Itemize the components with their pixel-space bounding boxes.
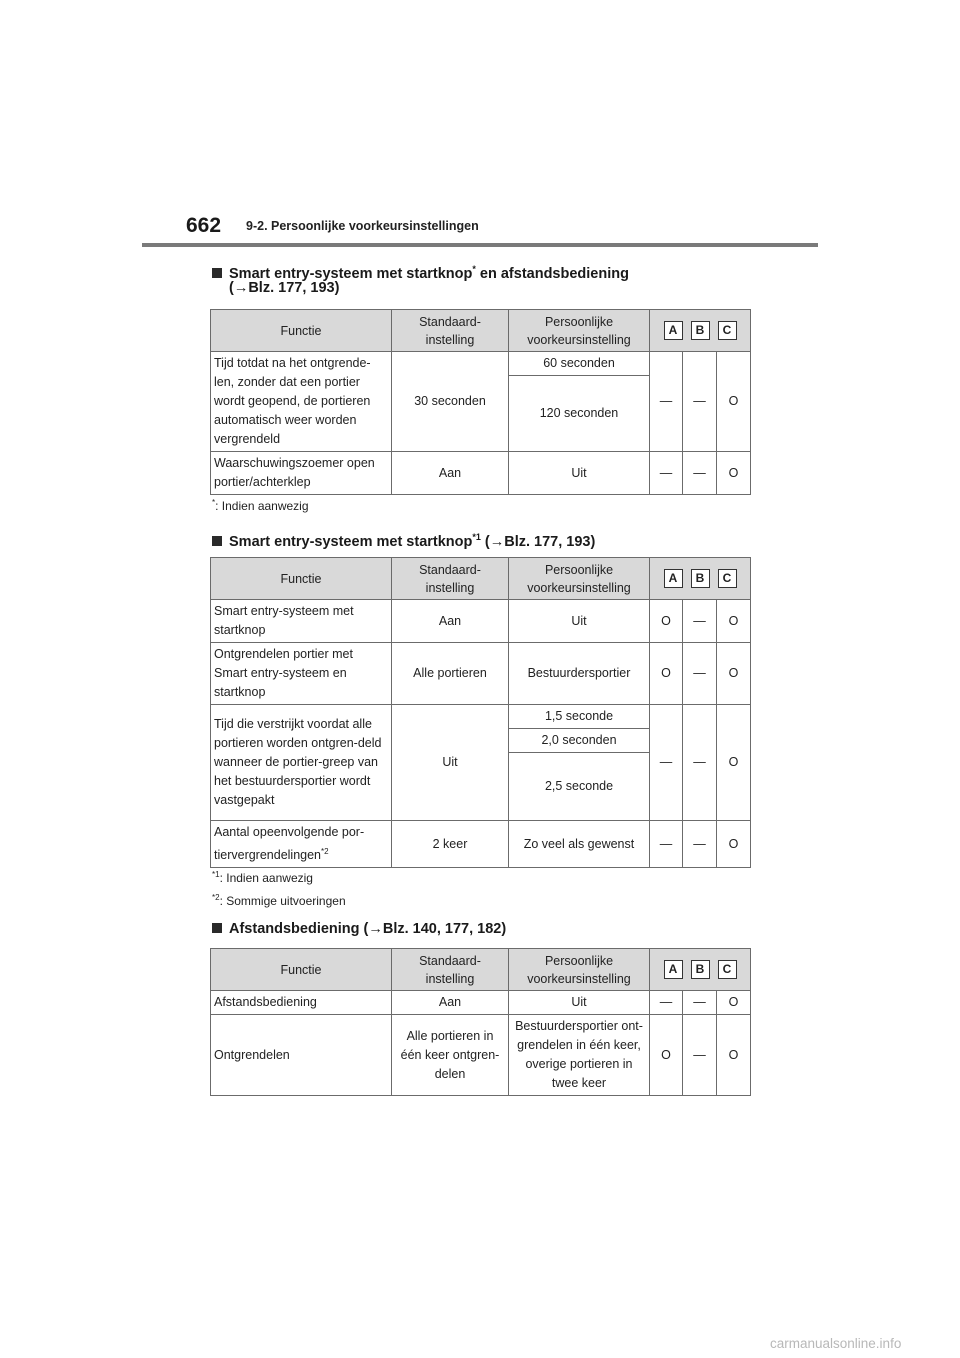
running-head: 9-2. Persoonlijke voorkeursinstellingen <box>246 219 479 233</box>
cell-b: — <box>683 452 717 495</box>
cell-b: — <box>683 352 717 452</box>
table-header-row <box>211 310 751 352</box>
cell-b: — <box>683 643 717 705</box>
cell-b: — <box>683 1015 717 1096</box>
cell-default: 30 seconden <box>392 352 509 452</box>
table-header-row <box>211 949 751 991</box>
cell-option: 120 seconden <box>509 376 650 452</box>
table-header-row <box>211 558 751 600</box>
section-ref-1: (→Blz. 177, 193) <box>229 280 340 296</box>
cell-c: O <box>717 705 751 821</box>
cell-b: — <box>683 600 717 643</box>
cell-function: Ontgrendelen portier met Smart entry-systeem en startknop <box>211 643 392 705</box>
cell-c: O <box>717 452 751 495</box>
section-heading-1: Smart entry-systeem met startknop* en afstandsbediening <box>212 258 629 285</box>
cell-default: Alle portieren in één keer ontgren-delen <box>392 1015 509 1096</box>
cell-b: — <box>683 821 717 868</box>
table-row <box>211 821 751 868</box>
cell-default: Alle portieren <box>392 643 509 705</box>
square-bullet-icon <box>212 536 222 546</box>
header-standaard: Standaard-instelling <box>392 949 509 991</box>
box-c-icon: C <box>718 321 737 340</box>
cell-default: Aan <box>392 452 509 495</box>
header-persoonlijk: Persoonlijke voorkeursinstelling <box>509 558 650 600</box>
header-rule <box>142 243 818 247</box>
cell-a: — <box>650 352 683 452</box>
cell-c: O <box>717 643 751 705</box>
box-a-icon: A <box>664 321 683 340</box>
cell-c: O <box>717 821 751 868</box>
cell-function: Afstandsbediening <box>211 991 392 1015</box>
settings-table-3 <box>210 948 751 1096</box>
header-persoonlijk: Persoonlijke voorkeursinstelling <box>509 949 650 991</box>
square-bullet-icon <box>212 268 222 278</box>
cell-option: Bestuurdersportier ont-grendelen in één keer, overige portieren in twee keer <box>509 1015 650 1096</box>
footnote: $^{*1}$: Indien aanwezig <box>212 870 313 885</box>
watermark: carmanualsonline.info <box>770 1336 902 1351</box>
cell-function: Tijd die verstrijkt voordat alle portieren worden ontgren-deld wanneer de portier-greep van het bestuurdersportier wordt vastgepakt <box>211 705 392 821</box>
header-standaard: Standaard-instelling <box>392 558 509 600</box>
cell-option: Uit <box>509 991 650 1015</box>
header-abc <box>650 310 751 352</box>
cell-b: — <box>683 991 717 1015</box>
table-row <box>211 352 751 376</box>
cell-option: Bestuurdersportier <box>509 643 650 705</box>
cell-option: 2,0 seconden <box>509 729 650 753</box>
table-row <box>211 452 751 495</box>
box-b-icon: B <box>691 321 710 340</box>
cell-function: Aantal opeenvolgende por-tiervergrendelingen$^{*2}$ <box>211 821 392 868</box>
page-number: 662 <box>186 214 222 237</box>
header-abc <box>650 949 751 991</box>
cell-option: Uit <box>509 452 650 495</box>
header-functie: Functie <box>211 310 392 352</box>
header-functie: Functie <box>211 558 392 600</box>
cell-function: Smart entry-systeem met startknop <box>211 600 392 643</box>
cell-default: Aan <box>392 600 509 643</box>
cell-option: Zo veel als gewenst <box>509 821 650 868</box>
cell-option: 2,5 seconde <box>509 753 650 821</box>
settings-table-1 <box>210 309 751 495</box>
cell-c: O <box>717 352 751 452</box>
box-a-icon: A <box>664 960 683 979</box>
cell-function: Waarschuwingszoemer open portier/achterklep <box>211 452 392 495</box>
cell-a: O <box>650 600 683 643</box>
cell-default: 2 keer <box>392 821 509 868</box>
cell-a: O <box>650 1015 683 1096</box>
cell-default: Uit <box>392 705 509 821</box>
table-row <box>211 705 751 729</box>
cell-a: — <box>650 452 683 495</box>
cell-a: — <box>650 821 683 868</box>
table-row <box>211 643 751 705</box>
table-row <box>211 600 751 643</box>
cell-function: Ontgrendelen <box>211 1015 392 1096</box>
cell-c: O <box>717 1015 751 1096</box>
footnote: $^{*2}$: Sommige uitvoeringen <box>212 893 346 908</box>
box-b-icon: B <box>691 960 710 979</box>
cell-default: Aan <box>392 991 509 1015</box>
cell-option: 60 seconden <box>509 352 650 376</box>
footnote: *: Indien aanwezig <box>212 498 309 513</box>
box-c-icon: C <box>718 960 737 979</box>
table-row <box>211 1015 751 1096</box>
box-b-icon: B <box>691 569 710 588</box>
square-bullet-icon <box>212 923 222 933</box>
cell-c: O <box>717 600 751 643</box>
cell-option: 1,5 seconde <box>509 705 650 729</box>
settings-table-2 <box>210 557 751 868</box>
cell-function: Tijd totdat na het ontgrende-len, zonder dat een portier wordt geopend, de portieren automatisch weer worden vergrendeld <box>211 352 392 452</box>
header-functie: Functie <box>211 949 392 991</box>
header-abc <box>650 558 751 600</box>
section-heading-3: Afstandsbediening (→Blz. 140, 177, 182) <box>212 918 506 940</box>
cell-a: — <box>650 991 683 1015</box>
table-row <box>211 991 751 1015</box>
cell-a: — <box>650 705 683 821</box>
section-heading-2: Smart entry-systeem met startknop$^{*1}$ (→Blz. 177, 193) <box>212 526 595 553</box>
cell-a: O <box>650 643 683 705</box>
box-a-icon: A <box>664 569 683 588</box>
header-standaard: Standaard-instelling <box>392 310 509 352</box>
cell-c: O <box>717 991 751 1015</box>
cell-b: — <box>683 705 717 821</box>
cell-option: Uit <box>509 600 650 643</box>
box-c-icon: C <box>718 569 737 588</box>
header-persoonlijk: Persoonlijke voorkeursinstelling <box>509 310 650 352</box>
